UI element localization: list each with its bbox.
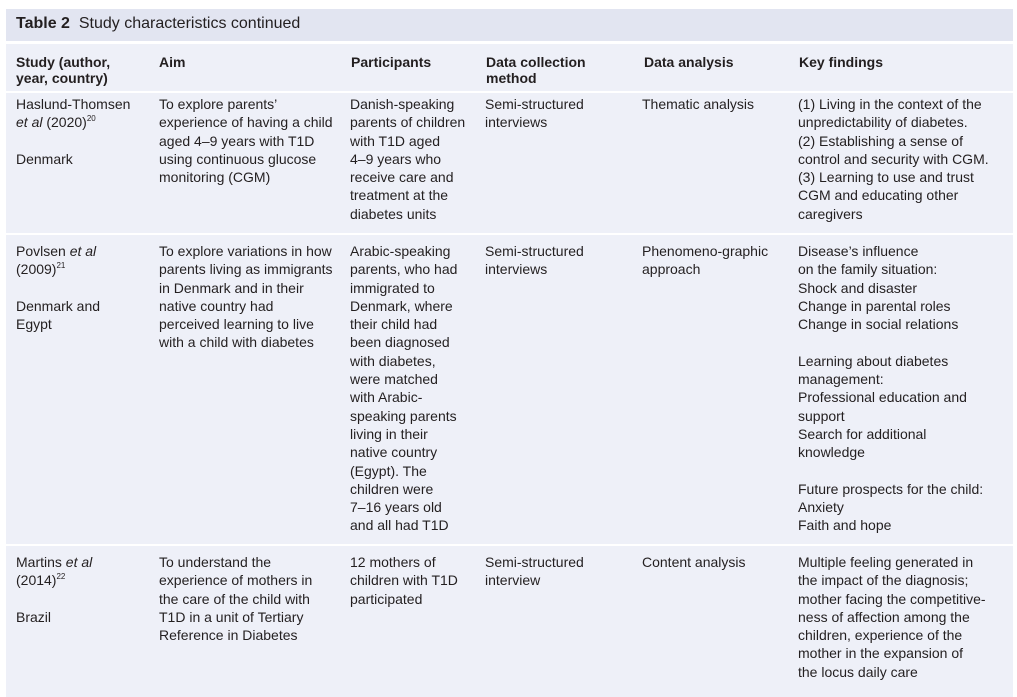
et-al: et al: [16, 114, 43, 131]
study-participants: Arabic-speaking parents, who had immigrated to Denmark, where their child had been diagnosed with diabetes, were matched with Arabic- speaking parents living in their native country (Egypt). The children were 7–16 years old and all had T1D: [350, 243, 458, 534]
author-name: Martins: [16, 554, 66, 570]
study-country: Denmark: [16, 151, 73, 167]
study-year: (2020): [42, 114, 87, 131]
table-number: Table 2: [16, 15, 70, 32]
column-header-data-analysis: Data analysis: [644, 54, 734, 70]
author-name: Haslund-Thomsen: [16, 96, 131, 112]
table-title: Study characteristics continued: [78, 15, 301, 32]
data-collection-method: Semi-structured interview: [485, 554, 584, 589]
key-findings: Multiple feeling generated in the impact of the diagnosis; mother facing the competitive- ness of affection among the children, experience of the mother in the expansion of the locus daily care: [798, 554, 986, 680]
table-caption-bar: [6, 9, 1013, 41]
reference-number: 22: [56, 572, 66, 582]
et-al: et al: [65, 554, 93, 570]
study-year: (2014): [16, 572, 57, 589]
row-divider: [6, 233, 1013, 235]
study-author: [16, 242, 96, 279]
study-country: Brazil: [16, 609, 52, 625]
data-collection-method: Semi-structured interviews: [485, 96, 584, 131]
reference-number: 21: [56, 261, 66, 271]
study-year: (2009): [16, 261, 57, 278]
column-header-key-findings: Key findings: [799, 54, 884, 70]
data-analysis: Thematic analysis: [642, 96, 755, 112]
table-caption: [16, 15, 300, 33]
study-aim: To understand the experience of mothers in the care of the child with T1D in a unit of Tertiary Reference in Diabetes: [159, 554, 313, 644]
study-author: [16, 95, 130, 132]
data-collection-method: Semi-structured interviews: [485, 243, 584, 278]
data-analysis: Phenomeno-graphic approach: [642, 243, 769, 278]
column-header-data-collection: Data collection method: [486, 54, 586, 86]
study-aim: To explore variations in how parents living as immigrants in Denmark and in their native country had perceived learning to live with a child with diabetes: [159, 243, 333, 351]
author-name: Povlsen: [16, 243, 70, 259]
study-participants: Danish-speaking parents of children with T1D aged 4–9 years who receive care and treatment at the diabetes units: [350, 96, 466, 222]
column-header-aim: Aim: [159, 54, 186, 70]
column-header-participants: Participants: [351, 54, 432, 70]
row-divider: [6, 544, 1013, 546]
study-aim: To explore parents’ experience of having a child aged 4–9 years with T1D using continuous glucose monitoring (CGM): [159, 96, 333, 186]
key-findings: (1) Living in the context of the unpredictability of diabetes. (2) Establishing a sense of control and security with CGM. (3) Learning to use and trust CGM and educating other caregivers: [798, 96, 989, 222]
study-country: Denmark and Egypt: [16, 298, 101, 333]
header-divider: [6, 91, 1013, 93]
study-participants: 12 mothers of children with T1D participated: [350, 554, 458, 607]
study-author: [16, 553, 92, 590]
column-header-study: Study (author, year, country): [16, 54, 111, 86]
data-analysis: Content analysis: [642, 554, 746, 570]
key-findings: Disease’s influence on the family situation: Shock and disaster Change in parental roles Change in social relations Learning about diabetes management: Professional education and support Search for additional knowledge Future prospects for the child: Anxiety Faith and hope: [798, 243, 984, 534]
reference-number: 20: [86, 114, 96, 124]
et-al: et al: [69, 243, 97, 259]
